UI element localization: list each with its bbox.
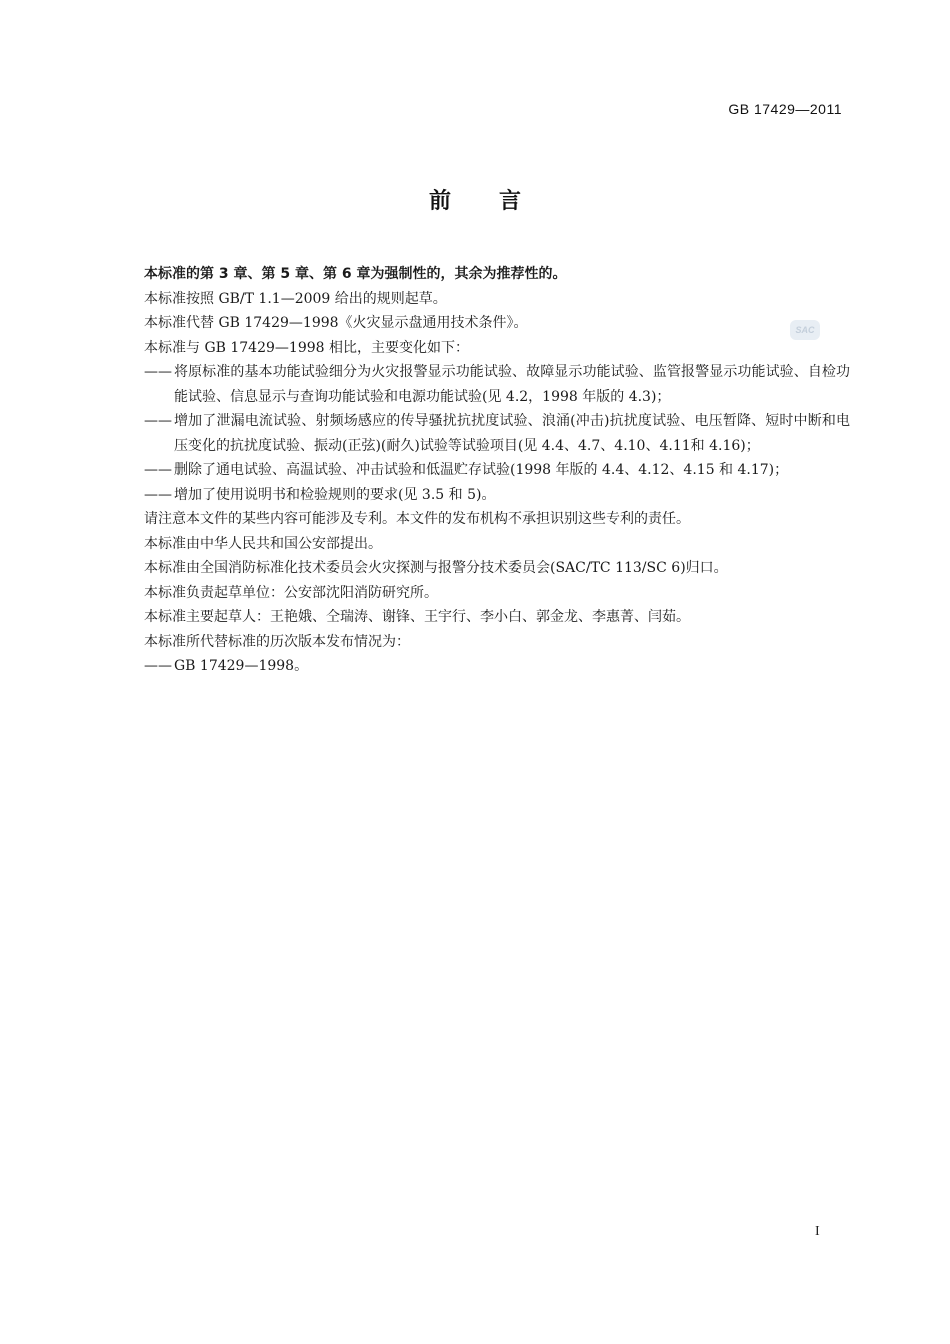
list-dash: —— <box>144 413 172 429</box>
list-dash: —— <box>144 364 172 380</box>
mandatory-clause-paragraph: 本标准的第 3 章、第 5 章、第 6 章为强制性的，其余为推荐性的。 <box>144 266 567 282</box>
changes-intro-paragraph: 本标准与 GB 17429—1998 相比，主要变化如下： <box>144 339 469 356</box>
list-dash: —— <box>144 462 172 478</box>
document-body <box>144 262 850 679</box>
standard-code: GB 17429—2011 <box>728 101 842 117</box>
drafting-rules-paragraph: 本标准按照 GB/T 1.1—2009 给出的规则起草。 <box>144 290 447 307</box>
change-text: 将原标准的基本功能试验细分为火灾报警显示功能试验、故障显示功能试验、监管报警显示功能试验、自检功能试验、信息显示与查询功能试验和电源功能试验(见 4.2，1998 年版的 4.3)； <box>174 364 850 405</box>
change-text: 删除了通电试验、高温试验、冲击试验和低温贮存试验(1998 年版的 4.4、4.12、4.15 和 4.17)； <box>174 462 789 478</box>
history-list-item <box>144 654 850 679</box>
committee-paragraph: 本标准由全国消防标准化技术委员会火灾探测与报警分技术委员会(SAC/TC 113/SC 6)归口。 <box>144 560 728 576</box>
drafters-paragraph: 本标准主要起草人：王艳娥、仝瑞涛、谢锋、王宇行、李小白、郭金龙、李惠菁、闫茹。 <box>144 609 690 625</box>
change-list-item <box>144 409 850 458</box>
history-intro-paragraph: 本标准所代替标准的历次版本发布情况为： <box>144 633 410 650</box>
list-dash: —— <box>144 486 172 503</box>
list-dash: —— <box>144 658 172 674</box>
replaces-paragraph: 本标准代替 GB 17429—1998《火灾显示盘通用技术条件》。 <box>144 315 528 331</box>
sac-watermark-logo: SAC <box>790 320 820 340</box>
history-text: GB 17429—1998。 <box>174 658 309 674</box>
page-title: 前言 <box>428 189 569 214</box>
change-text: 增加了泄漏电流试验、射频场感应的传导骚扰抗扰度试验、浪涌(冲击)抗扰度试验、电压暂降、短时中断和电压变化的抗扰度试验、振动(正弦)(耐久)试验等试验项目(见 4.4、4.7、4.10、4.11和 4.16)； <box>174 413 850 454</box>
change-list-item <box>144 360 850 409</box>
drafting-unit-paragraph: 本标准负责起草单位：公安部沈阳消防研究所。 <box>144 584 438 601</box>
change-list-item <box>144 458 850 483</box>
change-text: 增加了使用说明书和检验规则的要求(见 3.5 和 5)。 <box>174 486 496 503</box>
page-number: I <box>815 1224 820 1239</box>
proposer-paragraph: 本标准由中华人民共和国公安部提出。 <box>144 535 382 552</box>
change-list-item <box>144 483 850 508</box>
patent-notice-paragraph: 请注意本文件的某些内容可能涉及专利。本文件的发布机构不承担识别这些专利的责任。 <box>144 511 690 527</box>
